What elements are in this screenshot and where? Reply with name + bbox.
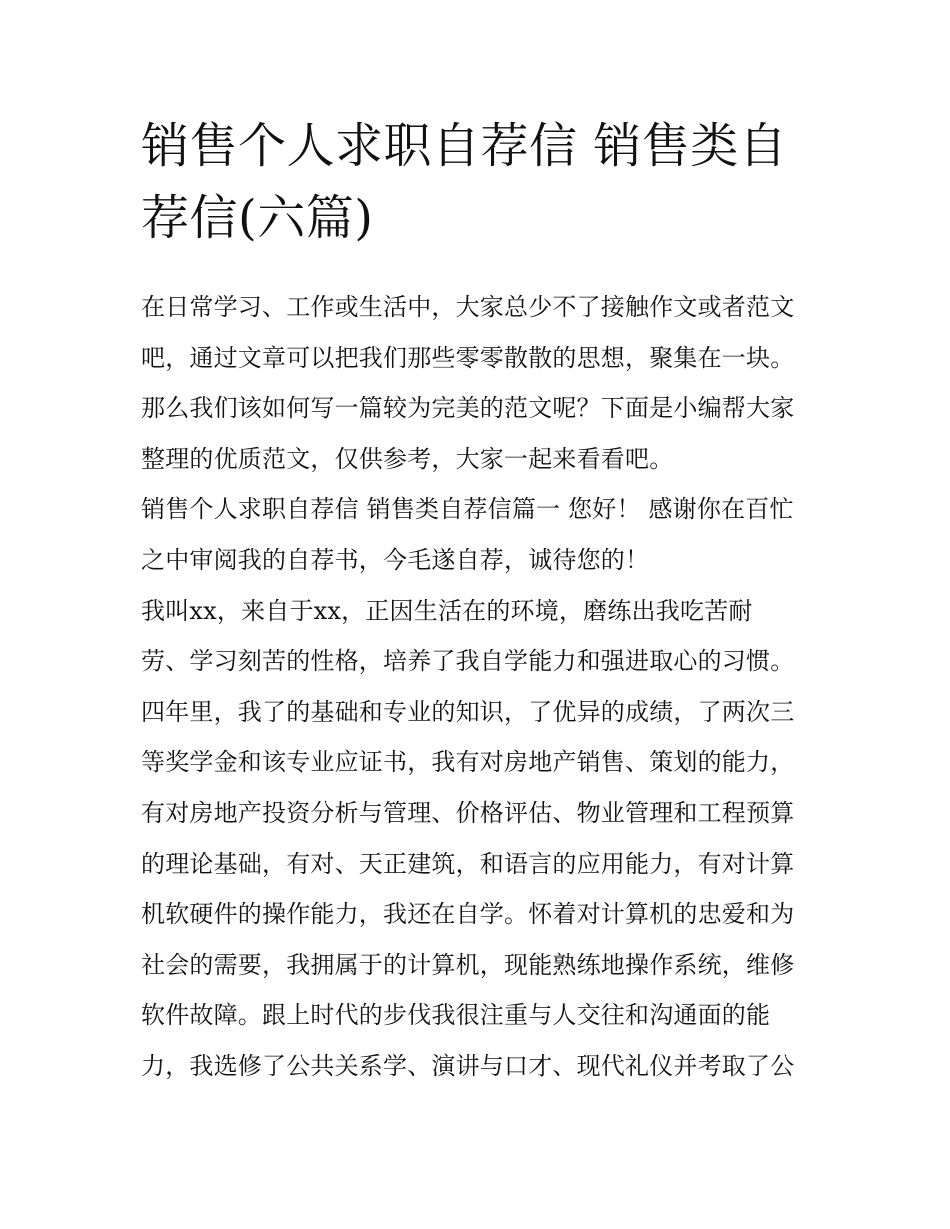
document-title [141,110,821,254]
body-line: 的理论基础，有对、天正建筑，和语言的应用能力，有对计算 [141,849,795,878]
document-body [141,282,831,1092]
body-line: 四年里，我了的基础和专业的知识，了优异的成绩，了两次三 [141,697,795,726]
title-line-2: 荐信(六篇) [141,190,374,246]
body-line: 软件故障。跟上时代的步伐我很注重与人交往和沟通面的能 [141,1001,771,1030]
body-line: 之中审阅我的自荐书，今毛遂自荐，诚待您的！ [141,545,650,574]
body-line: 销售个人求职自荐信 销售类自荐信篇一 您好！ 感谢你在百忙 [141,495,794,524]
body-line: 等奖学金和该专业应证书，我有对房地产销售、策划的能力， [141,748,795,777]
body-line: 在日常学习、工作或生活中，大家总少不了接触作文或者范文 [141,293,795,321]
body-line: 吧，通过文章可以把我们那些零零散散的思想，聚集在一块。 [141,343,795,372]
body-line: 有对房地产投资分析与管理、价格评估、物业管理和工程预算 [141,798,795,827]
body-line: 劳、学习刻苦的性格，培养了我自学能力和强进取心的习惯。 [141,647,795,676]
body-line: 社会的需要，我拥属于的计算机，现能熟练地操作系统，维修 [141,950,795,979]
body-line: 那么我们该如何写一篇较为完美的范文呢？下面是小编帮大家 [141,394,795,423]
title-line-1: 销售个人求职自荐信 销售类自 [141,118,788,174]
body-line: 力，我选修了公共关系学、演讲与口才、现代礼仪并考取了公 [141,1051,795,1080]
body-line: 整理的优质范文，仅供参考，大家一起来看看吧。 [141,444,674,473]
body-line: 我叫xx，来自于xx，正因生活在的环境，磨练出我吃苦耐 [141,596,753,625]
body-line: 机软硬件的操作能力，我还在自学。怀着对计算机的忠爱和为 [141,900,795,929]
